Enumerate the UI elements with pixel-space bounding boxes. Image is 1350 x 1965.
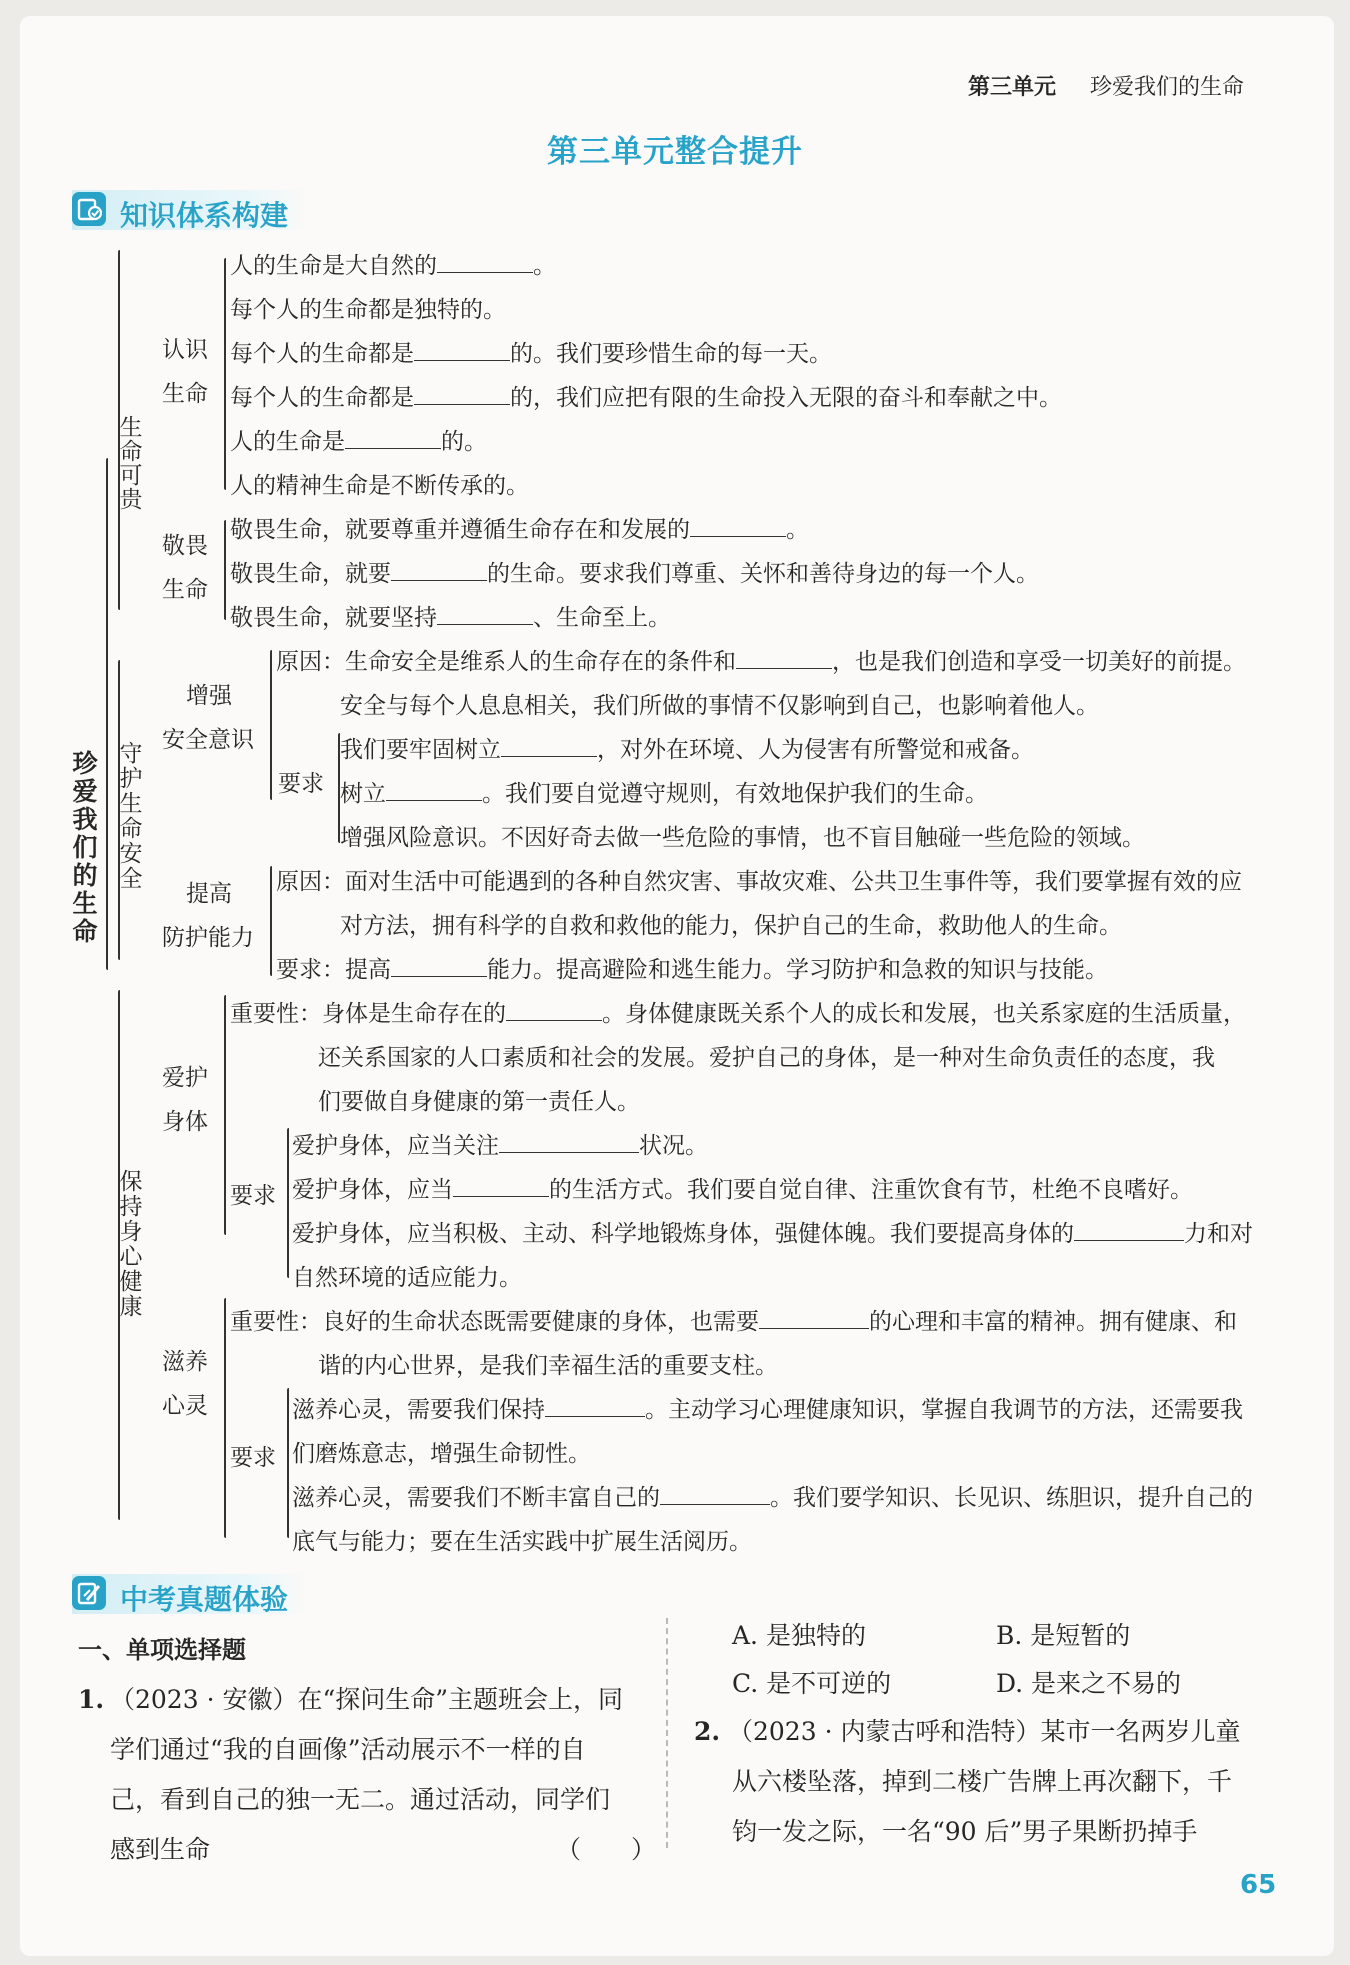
bracket-ziyang xyxy=(224,1298,226,1538)
bracket-b2 xyxy=(118,660,120,960)
label-tigao-1: 提高 xyxy=(186,881,232,907)
question-1-line-4: 感到生命 xyxy=(110,1835,211,1864)
line-25: 重要性：良好的生命状态既需要健康的身体，也需要 的心理和丰富的精神。拥有健康、和 xyxy=(230,1309,1237,1335)
line-13: 树立 。我们要自觉遵守规则，有效地保护我们的生命。 xyxy=(340,781,988,807)
bracket-b1 xyxy=(118,250,120,610)
line-11: 安全与每个人息息相关，我们所做的事情不仅影响到自己，也影响着他人。 xyxy=(340,693,1099,719)
line-3: 每个人的生命都是 的。我们要珍惜生命的每一天。 xyxy=(230,341,832,367)
section-header-knowledge xyxy=(72,190,310,230)
label-zengqiang-2: 安全意识 xyxy=(162,727,254,753)
line-9: 敬畏生命，就要坚持 、生命至上。 xyxy=(230,605,671,631)
line-7: 敬畏生命，就要尊重并遵循生命存在和发展的 。 xyxy=(230,517,809,543)
bracket-renshi xyxy=(224,258,226,490)
column-divider xyxy=(666,1618,668,1848)
label-jingwei-2: 生命 xyxy=(162,577,208,603)
line-29: 滋养心灵，需要我们不断丰富自己的 。我们要学知识、长见识、练胆识，提升自己的 xyxy=(292,1485,1253,1511)
bracket-zengqiang xyxy=(270,650,272,800)
label-renshi-1: 认识 xyxy=(162,337,208,363)
label-ziyang-1: 滋养 xyxy=(162,1349,208,1375)
bracket-tigao xyxy=(270,866,272,976)
label-ziyang-2: 心灵 xyxy=(162,1393,208,1419)
line-19: 还关系国家的人口素质和社会的发展。爱护自己的身体，是一种对生命负责任的态度，我 xyxy=(318,1045,1215,1071)
question-1-line-3: 己，看到自己的独一无二。通过活动，同学们 xyxy=(110,1785,611,1814)
bracket-b3 xyxy=(118,990,120,1520)
section-title: 知识体系构建 xyxy=(120,199,289,232)
line-21: 爱护身体，应当关注 状况。 xyxy=(292,1133,708,1159)
page-number: 65 xyxy=(1240,1870,1277,1900)
bracket-jingwei xyxy=(224,520,226,620)
branch-life-precious: 生 命 可 贵 xyxy=(119,415,143,513)
line-24: 自然环境的适应能力。 xyxy=(292,1265,522,1291)
option-a[interactable]: A. 是独特的 xyxy=(732,1621,866,1650)
option-d[interactable]: D. 是来之不易的 xyxy=(996,1669,1182,1698)
pen-note-icon xyxy=(72,1576,106,1610)
bracket-aihu-req xyxy=(287,1128,289,1278)
line-8: 敬畏生命，就要 的生命。要求我们尊重、关怀和善待身边的每一个人。 xyxy=(230,561,1039,587)
question-section-title: 一、单项选择题 xyxy=(78,1636,246,1664)
line-5: 人的生命是 的。 xyxy=(230,429,487,455)
label-tigao-2: 防护能力 xyxy=(162,925,254,951)
question-2-line-2: 从六楼坠落，掉到二楼广告牌上再次翻下，千 xyxy=(732,1767,1233,1796)
question-1-line-2: 学们通过“我的自画像”活动展示不一样的自 xyxy=(110,1735,586,1764)
note-check-icon xyxy=(72,192,106,226)
header-title: 珍爱我们的生命 xyxy=(1090,75,1245,100)
line-27: 滋养心灵，需要我们保持 。主动学习心理健康知识，掌握自我调节的方法，还需要我 xyxy=(292,1397,1243,1423)
line-18: 重要性：身体是生命存在的 。身体健康既关系个人的成长和发展，也关系家庭的生活质量， xyxy=(230,1001,1246,1027)
branch-protect-safety: 守 护 生 命 安 全 xyxy=(119,741,143,892)
line-6: 人的精神生命是不断传承的。 xyxy=(230,473,529,499)
line-15: 原因：面对生活中可能遇到的各种自然灾害、事故灾难、公共卫生事件等，我们要掌握有效的应 xyxy=(276,869,1242,895)
label-renshi-2: 生命 xyxy=(162,381,208,407)
line-28: 们磨炼意志，增强生命韧性。 xyxy=(292,1441,591,1467)
bracket-root xyxy=(106,458,108,970)
tree-root: 珍 爱 我 们 的 生 命 xyxy=(72,749,98,946)
line-22: 爱护身体，应当 的生活方式。我们要自觉自律、注重饮食有节，杜绝不良嗜好。 xyxy=(292,1177,1193,1203)
label-jingwei-1: 敬畏 xyxy=(162,533,208,559)
question-number: 2. xyxy=(694,1717,721,1746)
label-aihu-2: 身体 xyxy=(162,1109,208,1135)
bracket-ziyang-req xyxy=(287,1388,289,1538)
line-16: 对方法，拥有科学的自救和救他的能力，保护自己的生命，救助他人的生命。 xyxy=(340,913,1122,939)
bracket-aihu xyxy=(224,995,226,1235)
header-unit: 第三单元 xyxy=(968,75,1057,100)
section-header-exam xyxy=(72,1574,310,1614)
question-1-line-1: （2023 · 安徽）在“探问生命”主题班会上，同 xyxy=(110,1685,624,1714)
line-23: 爱护身体，应当积极、主动、科学地锻炼身体，强健体魄。我们要提高身体的 力和对 xyxy=(292,1221,1253,1247)
line-30: 底气与能力；要在生活实践中扩展生活阅历。 xyxy=(292,1529,752,1555)
line-12: 我们要牢固树立 ，对外在环境、人为侵害有所警觉和戒备。 xyxy=(340,737,1034,763)
line-20: 们要做自身健康的第一责任人。 xyxy=(318,1089,640,1115)
question-2-line-1: （2023 · 内蒙古呼和浩特）某市一名两岁儿童 xyxy=(728,1717,1241,1746)
line-14: 增强风险意识。不因好奇去做一些危险的事情，也不盲目触碰一些危险的领域。 xyxy=(340,825,1145,851)
line-10: 原因：生命安全是维系人的生命存在的条件和 ，也是我们创造和享受一切美好的前提。 xyxy=(276,649,1246,675)
question-2-line-3: 钧一发之际，一名“90 后”男子果断扔掉手 xyxy=(732,1817,1198,1846)
page-title: 第三单元整合提升 xyxy=(547,134,803,170)
option-c[interactable]: C. 是不可逆的 xyxy=(732,1669,892,1698)
section-title: 中考真题体验 xyxy=(120,1583,289,1616)
branch-health: 保 持 身 心 健 康 xyxy=(119,1169,143,1320)
label-zengqiang-1: 增强 xyxy=(186,683,232,709)
answer-paren[interactable]: （ ） xyxy=(556,1835,657,1864)
option-b[interactable]: B. 是短暂的 xyxy=(996,1621,1131,1650)
label-yaoqiu: 要求 xyxy=(230,1183,276,1209)
label-aihu-1: 爱护 xyxy=(162,1065,208,1091)
line-17: 要求：提高 能力。提高避险和逃生能力。学习防护和急救的知识与技能。 xyxy=(276,957,1108,983)
line-1: 人的生命是大自然的 。 xyxy=(230,253,556,279)
line-4: 每个人的生命都是 的，我们应把有限的生命投入无限的奋斗和奉献之中。 xyxy=(230,385,1062,411)
label-yaoqiu: 要求 xyxy=(230,1445,276,1471)
line-2: 每个人的生命都是独特的。 xyxy=(230,297,506,323)
line-26: 谐的内心世界，是我们幸福生活的重要支柱。 xyxy=(318,1353,778,1379)
label-yaoqiu: 要求 xyxy=(278,771,324,797)
question-number: 1. xyxy=(78,1685,105,1714)
page xyxy=(20,16,1334,1956)
